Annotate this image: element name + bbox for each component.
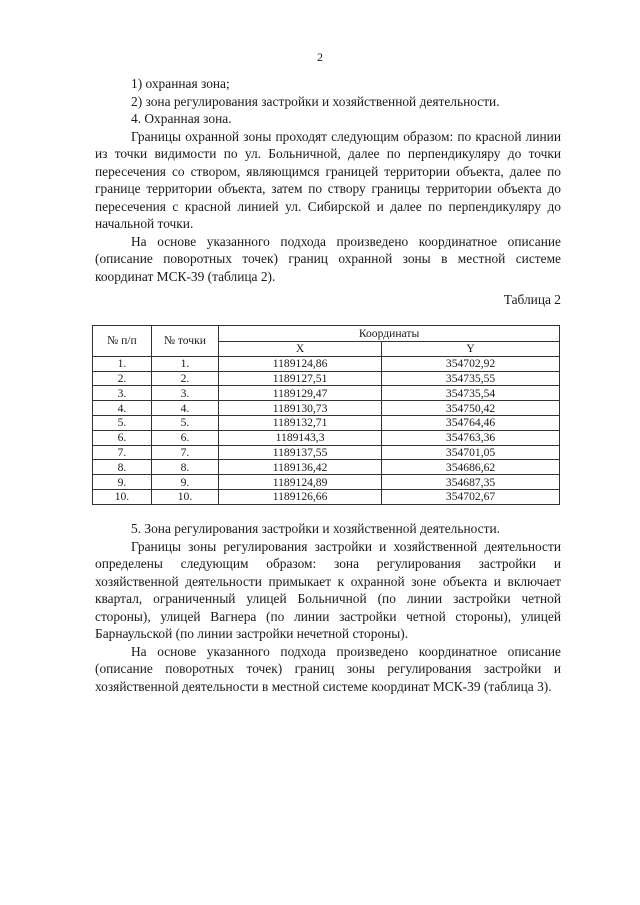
row-number: 4. — [93, 401, 152, 416]
row-number: 6. — [93, 430, 152, 445]
section-5 — [95, 520, 561, 695]
coordinate-y: 354764,46 — [382, 415, 560, 430]
point-number: 3. — [151, 386, 218, 401]
coordinate-x: 1189130,73 — [219, 401, 382, 416]
coordinate-x: 1189127,51 — [219, 371, 382, 386]
coordinate-y: 354735,54 — [382, 386, 560, 401]
table-row — [93, 460, 560, 475]
row-number: 9. — [93, 475, 152, 490]
point-number: 7. — [151, 445, 218, 460]
header-num: № п/п — [93, 326, 152, 357]
list-item-regulation-zone: 2) зона регулирования застройки и хозяйственной деятельности. — [131, 93, 500, 109]
row-number: 3. — [93, 386, 152, 401]
coordinate-x: 1189143,3 — [219, 430, 382, 445]
intro-section — [95, 75, 561, 285]
coordinate-y: 354686,62 — [382, 460, 560, 475]
row-number: 2. — [93, 371, 152, 386]
row-number: 5. — [93, 415, 152, 430]
section-5-title: 5. Зона регулирования застройки и хозяйственной деятельности. — [131, 521, 500, 536]
table-row — [93, 489, 560, 504]
point-number: 2. — [151, 371, 218, 386]
section-4-title: 4. Охранная зона. — [131, 111, 232, 126]
point-number: 5. — [151, 415, 218, 430]
point-number: 6. — [151, 430, 218, 445]
table-caption: Таблица 2 — [503, 292, 561, 307]
coordinate-y: 354735,55 — [382, 371, 560, 386]
table-row — [93, 356, 560, 371]
coordinate-x: 1189136,42 — [219, 460, 382, 475]
row-number: 8. — [93, 460, 152, 475]
coordinate-x: 1189124,89 — [219, 475, 382, 490]
coordinate-y: 354701,05 — [382, 445, 560, 460]
row-number: 10. — [93, 489, 152, 504]
coordinate-y: 354763,36 — [382, 430, 560, 445]
table-row — [93, 371, 560, 386]
coordinates-table — [92, 325, 560, 505]
coordinate-y: 354702,67 — [382, 489, 560, 504]
row-number: 1. — [93, 356, 152, 371]
coordinate-y: 354750,42 — [382, 401, 560, 416]
point-number: 8. — [151, 460, 218, 475]
header-point: № точки — [151, 326, 218, 357]
regulation-zone-description: Границы зоны регулирования застройки и хозяйственной деятельности определены следующим образом: зона регулирования застройки и хозяйственной деятельности примыкает к охранной зоне объекта и включает квартал, ограниченный улицей Больничной (по линии застройки четной стороны), улицей Вагнера (по линии застройки четной стороны), улицей Барнаульской (по линии застройки нечетной стороны). — [95, 538, 561, 641]
header-coordinates: Координаты — [219, 326, 560, 342]
table-row — [93, 401, 560, 416]
coordinate-x: 1189132,71 — [219, 415, 382, 430]
coordinate-x: 1189129,47 — [219, 386, 382, 401]
table-row — [93, 475, 560, 490]
point-number: 10. — [151, 489, 218, 504]
coordinate-y: 354702,92 — [382, 356, 560, 371]
header-x: X — [219, 342, 382, 357]
page-number: 2 — [317, 50, 323, 64]
point-number: 4. — [151, 401, 218, 416]
point-number: 1. — [151, 356, 218, 371]
coordinate-x: 1189126,66 — [219, 489, 382, 504]
table-row — [93, 386, 560, 401]
protection-zone-description: Границы охранной зоны проходят следующим образом: по красной линии из точки видимости по ул. Больничной, далее по перпендикуляру до точки пересечения со створом, являющимся границей территории объекта, далее по границе территории объекта, затем по створу границы территории объекта до пересечения с красной линией ул. Сибирской и далее по перпендикуляру до начальной точки. — [95, 128, 561, 231]
point-number: 9. — [151, 475, 218, 490]
coordinate-x: 1189137,55 — [219, 445, 382, 460]
table-row — [93, 415, 560, 430]
coordinate-y: 354687,35 — [382, 475, 560, 490]
coordinate-x: 1189124,86 — [219, 356, 382, 371]
regulation-zone-coordinates-intro: На основе указанного подхода произведено координатное описание (описание поворотных точек) границ зоны регулирования застройки и хозяйственной деятельности в местной системе координат МСК-39 (таблица 3). — [95, 643, 561, 694]
row-number: 7. — [93, 445, 152, 460]
header-y: Y — [382, 342, 560, 357]
table-row — [93, 430, 560, 445]
table-row — [93, 445, 560, 460]
protection-zone-coordinates-intro: На основе указанного подхода произведено координатное описание (описание поворотных точек) границ охранной зоны в местной системе координат МСК-39 (таблица 2). — [95, 233, 561, 284]
list-item-protection-zone: 1) охранная зона; — [131, 76, 230, 91]
